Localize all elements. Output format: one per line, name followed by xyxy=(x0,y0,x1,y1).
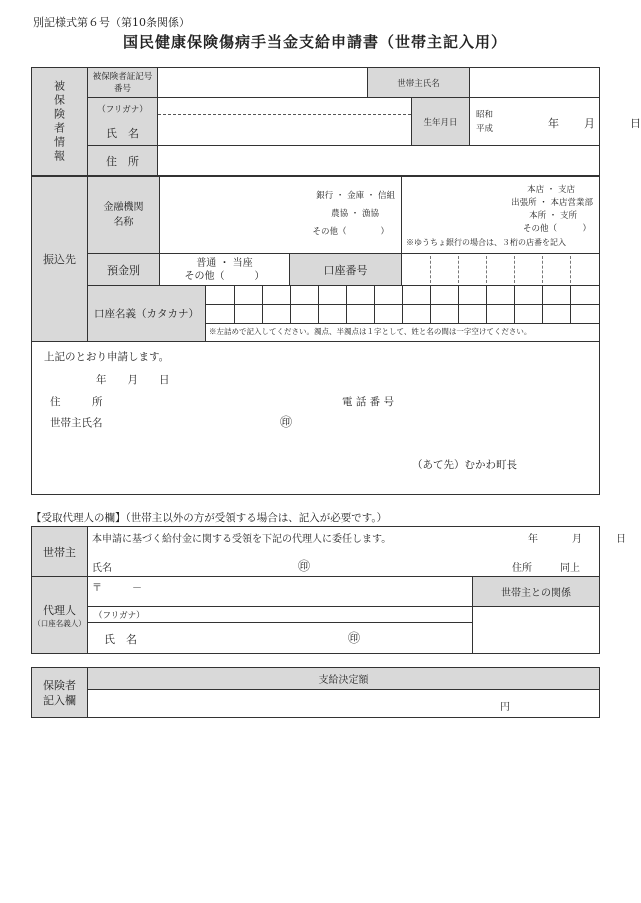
form-title: 国民健康保険傷病手当金支給申請書（世帯主記入用） xyxy=(122,33,507,51)
postal-mark: 〒 － xyxy=(92,583,142,594)
card-label: 被保険者証記号番号 xyxy=(88,68,158,98)
agent-furigana-label: （フリガナ） xyxy=(94,611,145,621)
account-name-label: 口座名義（カタカナ） xyxy=(88,286,206,342)
account-name-cell-divider xyxy=(346,286,347,323)
application-phone-label: 電 話 番 号 xyxy=(342,396,395,408)
account-name-cell-divider xyxy=(514,286,515,323)
agent-name-field[interactable] xyxy=(88,607,473,654)
branch-2: 出張所 ・ 本店営業部 xyxy=(511,198,594,208)
account-name-cell-divider xyxy=(486,286,487,323)
head-name-label: 世帯主氏名 xyxy=(368,68,470,98)
dob-day: 日 xyxy=(630,117,641,130)
proxy-address-label: 住所 xyxy=(512,563,532,574)
dob-field[interactable] xyxy=(470,98,641,146)
branch-field[interactable] xyxy=(402,177,600,254)
yucho-note: ※ゆうちょ銀行の場合は、３桁の店番を記入 xyxy=(406,238,567,247)
proxy-month: 月 xyxy=(572,534,582,545)
application-statement: 上記のとおり申請します。 xyxy=(44,351,170,363)
proxy-seal: ㊞ xyxy=(298,559,311,573)
account-name-cell-divider xyxy=(318,286,319,323)
branch-3: 本所 ・ 支所 xyxy=(529,211,578,221)
name-field[interactable] xyxy=(158,98,412,146)
relation-label: 世帯主との関係 xyxy=(473,577,600,607)
proxy-head-cell[interactable] xyxy=(88,527,626,577)
amount-label: 支給決定額 xyxy=(88,668,600,690)
bank-name-field[interactable] xyxy=(160,177,402,254)
form-number: 別記様式第６号（第10条関係） xyxy=(33,16,190,29)
insured-table xyxy=(31,67,641,176)
account-number-field[interactable] xyxy=(402,254,600,286)
transfer-section-label: 振込先 xyxy=(32,177,88,342)
account-name-cell-divider xyxy=(458,286,459,323)
era-showa[interactable]: 昭和 xyxy=(476,110,494,120)
account-name-cell-divider xyxy=(430,286,431,323)
account-name-cell-divider xyxy=(290,286,291,323)
addressee: （あて先）むかわ町長 xyxy=(412,459,517,471)
card-number-field[interactable] xyxy=(158,68,368,98)
dob-month: 月 xyxy=(584,117,596,130)
furigana-label: （フリガナ） xyxy=(97,104,148,115)
account-name-cell-divider xyxy=(542,286,543,323)
deposit-types[interactable]: 普通 ・ 当座 その他（ ） xyxy=(160,254,290,286)
account-name-cell-divider xyxy=(374,286,375,323)
postal-field[interactable] xyxy=(88,577,473,607)
agent-label: 代理人 xyxy=(43,603,76,617)
seal-mark: ㊞ xyxy=(280,415,293,429)
delegation-text: 本申請に基づく給付金に関する受領を下記の代理人に委任します。 xyxy=(92,534,392,545)
name-label: 氏 名 xyxy=(106,126,139,140)
address-label: 住 所 xyxy=(88,146,158,176)
insurer-table xyxy=(31,667,600,718)
account-name-note: ※左詰めで記入してください。濁点、半濁点は１字として、姓と名の間は一字空けてください。 xyxy=(209,327,532,336)
agent-seal: ㊞ xyxy=(348,631,361,645)
account-name-cell-divider xyxy=(570,286,571,323)
bank-types-3: その他（ ） xyxy=(312,227,390,237)
proxy-day: 日 xyxy=(616,534,626,545)
account-name-cell-divider xyxy=(234,286,235,323)
era-heisei[interactable]: 平成 xyxy=(476,124,494,134)
proxy-table xyxy=(31,526,626,654)
application-address-label: 住 所 xyxy=(50,396,103,408)
account-name-grid[interactable] xyxy=(206,286,600,342)
head-name-field[interactable] xyxy=(470,68,600,98)
bank-types-1: 銀行 ・ 金庫 ・ 信組 xyxy=(316,191,396,201)
address-field[interactable] xyxy=(158,146,600,176)
agent-name-label: 氏 名 xyxy=(104,633,137,646)
proxy-same-label: 同上 xyxy=(560,563,580,574)
proxy-head-label: 世帯主 xyxy=(32,527,88,577)
proxy-heading: 【受取代理人の欄】（世帯主以外の方が受領する場合は、記入が必要です。） xyxy=(31,512,388,524)
application-box xyxy=(31,341,600,495)
dob-label: 生年月日 xyxy=(412,98,470,146)
branch-4: その他（ ） xyxy=(523,224,592,234)
proxy-name-label: 氏名 xyxy=(92,563,112,574)
name-label-cell xyxy=(88,98,158,146)
insurer-label: 保険者 記入欄 xyxy=(32,668,88,718)
amount-field[interactable] xyxy=(88,690,600,718)
account-name-cell-divider xyxy=(402,286,403,323)
proxy-year: 年 xyxy=(528,534,538,545)
agent-label-cell xyxy=(32,577,88,654)
bank-types-2: 農協 ・ 漁協 xyxy=(331,209,380,219)
branch-1: 本店 ・ 支店 xyxy=(527,185,576,195)
yen-label: 円 xyxy=(500,702,510,713)
application-head-name-label: 世帯主氏名 xyxy=(50,417,103,429)
account-name-cell-divider xyxy=(262,286,263,323)
relation-field[interactable] xyxy=(473,607,600,654)
insured-section-label: 被保険者情報 xyxy=(32,68,88,176)
transfer-table xyxy=(31,176,600,342)
deposit-label: 預金別 xyxy=(88,254,160,286)
application-date[interactable]: 年 月 日 xyxy=(96,374,170,386)
bank-label: 金融機関 名称 xyxy=(88,177,160,254)
dob-year: 年 xyxy=(548,117,560,130)
account-number-label: 口座番号 xyxy=(290,254,402,286)
agent-sub-label: （口座名義人） xyxy=(33,618,86,628)
